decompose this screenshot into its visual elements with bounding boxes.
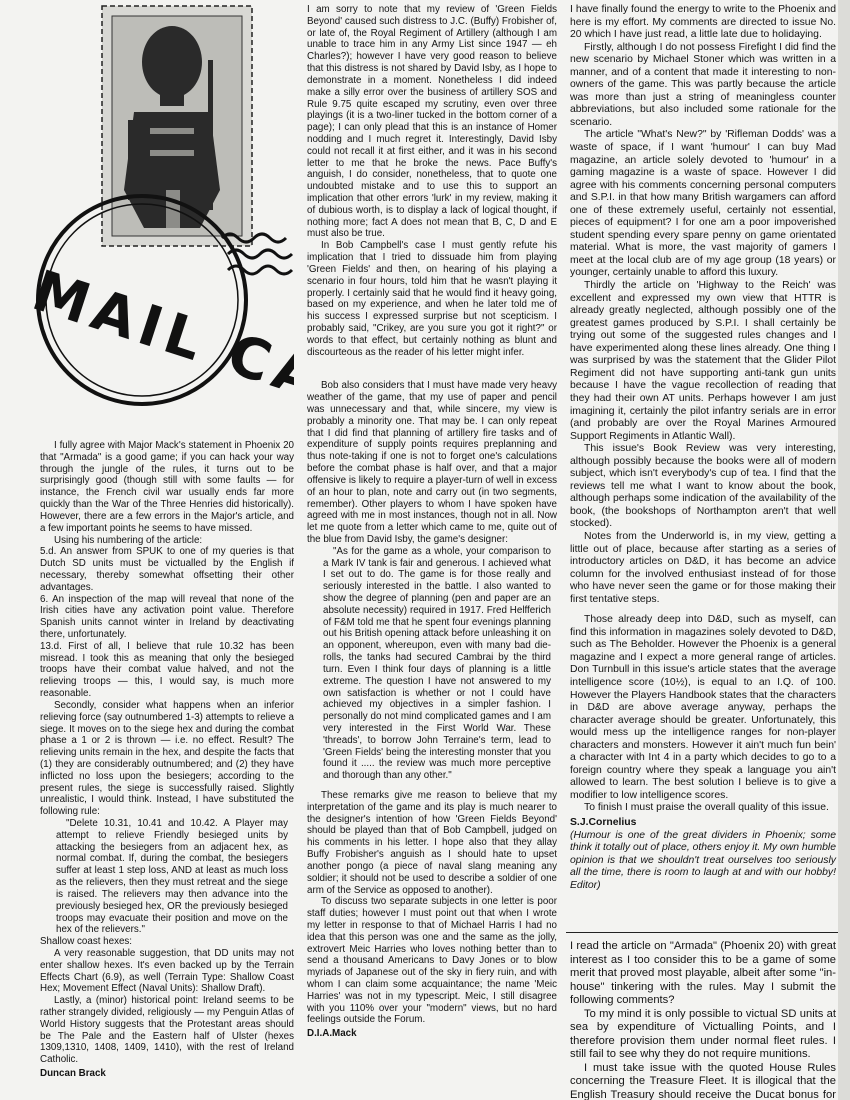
- quoted-rule: "Delete 10.31, 10.41 and 10.42. A Player may attempt to relieve Friendly besieged units by attacking the besiegers from an adjacent hex, as normal combat. If, during the combat, the besiegers suffer at least 1 step loss, AND at least as much loss as the relievers, then they must retreat and the siege is raised. The relievers may then advance into the previously besieged hex, OR the previously besieged troops may evacuate their position and move on the hex of the relievers.": [56, 818, 288, 936]
- paragraph: 6. An inspection of the map will reveal that none of the Irish cities have any activation point value. Therefore Spanish units cannot winter in Ireland by deactivating there, unfortunately.: [40, 593, 294, 640]
- paragraph: To my mind it is only possible to victual SD units at sea by expenditure of Victualling Points, and I therefore provision them under normal fleet rules. I still fail to see why they do not require munitions.: [570, 1007, 836, 1060]
- paragraph: This issue's Book Review was very interesting, although possibly because the books were all of modern subject, which isn't everybody's cup of tea. I find that the reviews tell me what I want to know about the book, although perhaps some indication of the availability of the book, (the bookshops of Northampton aren't that well stocked).: [570, 443, 836, 530]
- paragraph: The article "What's New?" by 'Rifleman Dodds' was a waste of space, if I want 'humour' I can buy Mad magazine, an article solely devoted to 'humour' in a gaming magazine is a waste of space. However I did agree with his comments concerning personal computers and S.P.I. in that how many British wargamers can afford one of these extremely useful, certainly not essential, pieces of equipment? I for one am a poor impoverished student spending every spare penny on game orientated material. What is more, the vast majority of gamers I meet at the local club are of my age group (18 years) or younger, certainly unable to afford this luxury.: [570, 129, 836, 279]
- letter-column-1: [40, 440, 294, 1080]
- paragraph: These remarks give me reason to believe that my interpretation of the game and its play is much nearer to the designer's intention of how 'Green Fields Beyond' should be played than that of Bob Campbell, judged on his comments in his letter. I hope also that they allay Buffy Frobisher's anguish as I should hate to upset another pongo (a piece of naval slang meaning any soldier; it should not be used to describe a soldier of one arm of the Service as opposed to another).: [307, 790, 557, 896]
- subheading: Shallow coast hexes:: [40, 936, 133, 948]
- paragraph: Bob also considers that I must have made very heavy weather of the game, that my use of paper and pencil was unnecessary and that, while sincere, my view is probably a minority one. That may be. I can only repeat that I did find that planning of artillery fire tasks and of expenditure of supply points requires preplanning and thus note-taking if one is not to forget one's calculations before the combat phase is half over, and that a major offensive is likely to require a player-turn of well in excess of an hour to plan, note and carry out (in two segments, remember). Other players to whom I have spoken have agreed with me in most instances, though not in all. Now let me quote from a letter which came to me, quite out of the blue from David Isby, the game's designer:: [307, 380, 557, 545]
- paragraph: Secondly, consider what happens when an inferior relieving force (say outnumbered 1-3) attempts to relieve a siege. It moves on to the siege hex and during the combat phase a 1 or 2 is thrown — i.e. no effect. Result? The relieving units remain in the hex, and despite the facts that (1) they are considerably outnumbered; and (2) they have inflicted no loss upon the besiegers; according to the present rules, the siege is successfully raised. Slightly unrealistic, I would think. Instead, I have substituted the following rule:: [40, 699, 294, 818]
- mail-call-stamp: [22, 0, 294, 442]
- paragraph: Notes from the Underworld is, in my view, getting a little out of place, because after starting as a series of introductory articles on D&D, it has become an advice column for the involved enthusiast instead of for those who have never seen the game or for those making their first tentative steps.: [570, 530, 836, 605]
- mail-call-heading: MAIL CALL: [24, 258, 294, 440]
- column-divider: [566, 932, 840, 933]
- paragraph: To finish I must praise the overall quality of this issue.: [584, 802, 829, 814]
- paragraph: 13.d. First of all, I believe that rule 10.32 has been misread. I took this as meaning that only the besieged troops have their combat value halved, and not the relieving troops — this, I would say, is much more reasonable.: [40, 640, 294, 700]
- editor-note: (Humour is one of the great dividers in Phoenix; some think it totally out of place, others enjoy it. My own humble opinion is that we shouldn't treat ourselves too seriously all the time, there is room to laugh at and with our hobby! Editor): [570, 829, 836, 891]
- paragraph: To discuss two separate subjects in one letter is poor staff duties; however I must point out that when I wrote my letter in response to that of Michael Harris I had no idea that this person was one and the same as the jolly, extrovert Meic Harries who loves nothing better than to send a thousand Americans to Davy Jones or to blow myriads of Japanese out of the sky in fiery ruin, and with whom I can claim some acquaintance; the name 'Meic Harries' was not in my typescript. Meic, I still disagree with you 110% over your "modern" views, but no hard feelings outside the Forum.: [307, 896, 557, 1026]
- signature: Duncan Brack: [40, 1068, 106, 1080]
- paragraph: I read the article on "Armada" (Phoenix 20) with great interest as I too consider this to be a game of some merit that proved most playable, albeit after some "in-house" tinkering with the rules. May I submit the following comments?: [570, 940, 836, 1006]
- quoted-letter: "As for the game as a whole, your comparison to a Mark IV tank is fair and generous. I achieved what I set out to do. The game is for those really and seriously interested in the battle. I also wanted to show the degree of planning (pen and paper are an absolute necessity) required in 1917. Fred Helfferich of F&M told me that he spent four evenings planning out his British opening attack before unleashing it on an opponent, whereupon, even with many bad die-rolls, the tanks had secured Cambrai by the third turn. Even I think four days of planning is a little extreme. The question I have not answered to my own satisfaction is whether or not I could have achieved my objectives in a simpler fashion. I personally do not mind complicated games and I am very interested in the First World War. These 'threads', to borrow John Terraine's term, lead to 'Green Fields' being the interesting monster that you found it ..... the review was much more perceptive and thorough than any other.": [323, 545, 551, 782]
- letter-column-2: [307, 4, 557, 1040]
- paragraph: Lastly, a (minor) historical point: Ireland seems to be rather strangely divided, religiously — my Penguin Atlas of World History suggests that the Protestant areas should be The Pale and the Eastern half of Ulster (hexes 1309,1310, 1408, 1409, 1410), with the rest of Ireland Catholic.: [40, 995, 294, 1066]
- paragraph: Those already deep into D&D, such as myself, can find this information in magazines solely devoted to D&D, such as The Beholder. However the Phoenix is a general magazine and I expect a more general range of articles. Don Turnbull in this issue's article states that the average intelligence score (10½), is equal to an I.Q. of 100. However the Players Handbook states that the characters in D&D are above average anyway, perhaps the character average should be greater. Unfortunately, this would mess up the intelligence ranges for non-player characters and monsters. However it ain't much fun bein' a character with Int 4 in a party which decides to go to a foreign country where they speak a language you ain't allowed to learn. The best solution I believe is to give a modifier to low intelligence scores.: [570, 614, 836, 801]
- signature: S.J.Cornelius: [570, 817, 637, 828]
- paragraph: 5.d. An answer from SPUK to one of my queries is that Dutch SD units must be victualled by the English if necessary, thereby somewhat offsetting their other advantages.: [40, 546, 294, 593]
- paragraph: In Bob Campbell's case I must gently refute his implication that I tried to dissuade him from playing 'Green Fields' and then, on hearing of his playing a scenario in four hours, told him that he wasn't playing it properly. I certainly said that he would find it heavy going, based on my experience, and when he later told me of his success I expressed surprise but not scepticism. I probably said, "Crikey, are you sure you got it right?" or words to that effect, but certainly nothing as blunt and discourteous as the reader of his letter might infer.: [307, 240, 557, 358]
- letter-column-3: [570, 4, 836, 892]
- signature: D.I.A.Mack: [307, 1028, 357, 1040]
- paragraph: A very reasonable suggestion, that DD units may not enter shallow hexes. It's even backed up by the Terrain Effects Chart (6.9), as well (Terrain Type: Shallow Coast Hex; Movement Effect (Naval Units): Shallow Draft).: [40, 947, 294, 995]
- letter-column-3-lower: [570, 940, 836, 1100]
- paragraph: Firstly, although I do not possess Firefight I did find the new scenario by Michael Stoner which was written in a manner, and of a content that made it interesting to non-owners of the game. This was partly because the article was more than just a string of meaningless counter abbreviations, but also included some rationale for the scenario.: [570, 41, 836, 128]
- paragraph: Thirdly the article on 'Highway to the Reich' was excellent and expressed my own view that HTTR is already greatly neglected, although possibly one of the greatest games produced by S.P.I. I shall certainly be trying out some of the suggested rules changes and I have experimented along these lines already. One thing I was surprised by was the statement that the Glider Pilot Regiment did not have supporting anti-tank gun units because I have the vague recollection of reading that they had their own AT units. Perhaps however I am just imagining it, certainly the pilot infantry serials are in error (and probably are over the Royal Marines Armoured Support Regiments in Atlantic Wall).: [570, 280, 836, 442]
- paragraph: I must take issue with the quoted House Rules concerning the Treasure Fleet. It is illogical that the English Treasury should receive the Ducat bonus for: [570, 1061, 836, 1100]
- paragraph: I fully agree with Major Mack's statement in Phoenix 20 that "Armada" is a good game; if you can hack your way through the jungle of the rules, it turns out to be surprisingly good (though still with some faults — for instance, the French civil war usually ends far more quickly than the War of the Three Henries did historically). However, there are a few errors in the Major's article, and a few important points he seems to have missed.: [40, 440, 294, 534]
- page-edge: [838, 0, 850, 1100]
- paragraph: Using his numbering of the article:: [54, 534, 203, 546]
- paragraph: I am sorry to note that my review of 'Green Fields Beyond' caused such distress to J.C. (Buffy) Frobisher of, or late of, the Royal Regiment of Artillery (although I am unable to trace him in any Army List since 1947 — eh Charles?); however I have very good reason to believe that this distress is not shared by David Isby, as I hope to demonstrate in a moment. Nonetheless I did indeed make a silly error over the business of artillery SOS and Rule 9.75 quite escaped my scrutiny, even over three playings (it is a two-liner tucked in the bottom corner of a page); I can only plead that this is an instance of Homer nodding and I much regret it. Interestingly, David Isby could not recall it at first either, and it was in his second letter to me that he broke the news. Pace Buffy's anguish, I do consider, nonetheless, that to quote one undoubted mistake and to use this to support an implication that other errors 'lurk' in my review, making it of dubious worth, is to display a lack of logical thought, if nothing more; fact A does not mean that B, C, D and E must also be true.: [307, 4, 557, 240]
- paragraph: I have finally found the energy to write to the Phoenix and here is my effort. My comments are directed to issue No. 20 which I have just read, a little late due to holidaying.: [570, 4, 836, 41]
